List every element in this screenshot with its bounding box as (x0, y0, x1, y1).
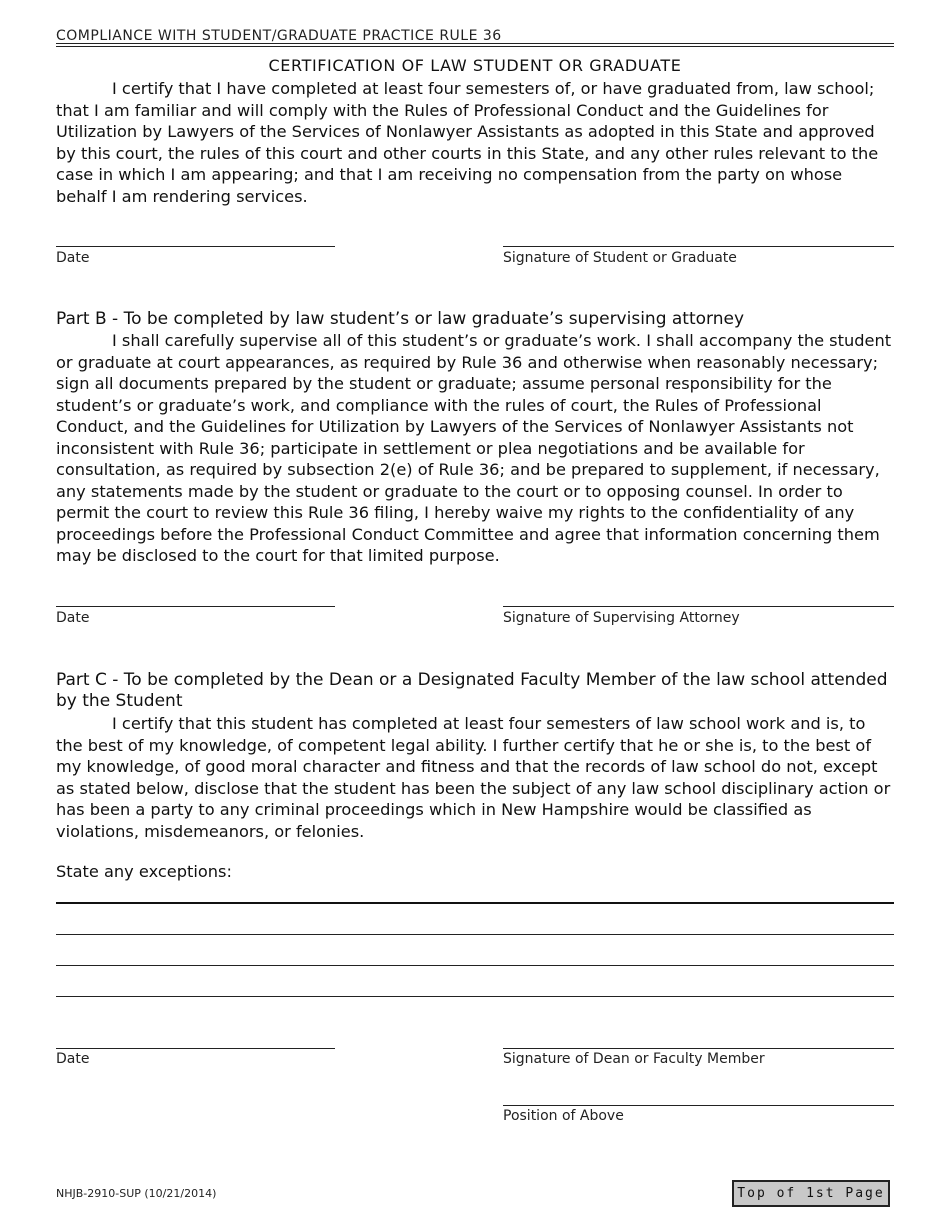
part-b-text: I shall carefully supervise all of this student’s or graduate’s work. I shall accompany the student or graduate at court appearances, as required by Rule 36 and otherwise when reasonably necessary; sign all documents prepared by the student or graduate; assume personal responsibility for the student’s or graduate’s work, and compliance with the rules of court, the Rules of Professional Conduct, and the Guidelines for Utilization by Lawyers of the Services of Nonlawyer Assistants not inconsistent with Rule 36; participate in settlement or plea negotiations and be available for consultation, as required by subsection 2(e) of Rule 36; and be prepared to supplement, if necessary, any statements made by the student or graduate to the court or to opposing counsel. In order to permit the court to review this Rule 36 filing, I hereby waive my rights to the confidentiality of any proceedings before the Professional Conduct Committee and agree that information concerning them may be disclosed to the court for that limited purpose. (56, 331, 892, 565)
top-of-first-page-button[interactable]: Top of 1st Page (732, 1180, 890, 1207)
exceptions-line (56, 902, 894, 904)
header-rule-bottom (56, 46, 894, 47)
exceptions-line (56, 965, 894, 966)
part-c-title: Part C - To be completed by the Dean or a Designated Faculty Member of the law school attended by the Student (56, 670, 888, 711)
exceptions-line (56, 934, 894, 935)
position-label: Position of Above (503, 1108, 624, 1124)
part-c-signature-label: Signature of Dean or Faculty Member (503, 1051, 765, 1067)
part-b-signature-field[interactable] (503, 606, 894, 607)
part-c-text: I certify that this student has completed at least four semesters of law school work and is, to the best of my knowledge, of competent legal ability. I further certify that he or she is, to the best of my knowledge, of good moral character and fitness and that the records of law school do not, except as stated below, disclose that the student has been the subject of any law school disciplinary action or has been a party to any criminal proceedings which in New Hampshire would be classified as violations, misdemeanors, or felonies. (56, 714, 891, 841)
part-b-signature-label: Signature of Supervising Attorney (503, 610, 740, 626)
part-a-date-field[interactable] (56, 246, 335, 247)
part-b-date-label: Date (56, 610, 90, 626)
header-rule-top (56, 43, 894, 44)
part-a-signature-field[interactable] (503, 246, 894, 247)
part-c-date-field[interactable] (56, 1048, 335, 1049)
part-b-date-field[interactable] (56, 606, 335, 607)
running-header: COMPLIANCE WITH STUDENT/GRADUATE PRACTICE RULE 36 (56, 28, 502, 44)
document-title: CERTIFICATION OF LAW STUDENT OR GRADUATE (268, 56, 682, 75)
exceptions-label: State any exceptions: (56, 862, 232, 881)
part-a-signature-label: Signature of Student or Graduate (503, 250, 737, 266)
exceptions-field[interactable] (56, 880, 894, 1000)
part-b-title: Part B - To be completed by law student’s or law graduate’s supervising attorney (56, 309, 745, 329)
exceptions-line (56, 996, 894, 997)
form-id: NHJB-2910-SUP (10/21/2014) (56, 1187, 217, 1200)
position-field[interactable] (503, 1105, 894, 1106)
part-c-signature-field[interactable] (503, 1048, 894, 1049)
part-a-certification-text: I certify that I have completed at least four semesters of, or have graduated from, law school; that I am familiar and will comply with the Rules of Professional Conduct and the Guidelines for Utilization by Lawyers of the Services of Nonlawyer Assistants as adopted in this State and approved by this court, the rules of this court and other courts in this State, and any other rules relevant to the case in which I am appearing; and that I am receiving no compensation from the party on whose behalf I am rendering services. (56, 79, 879, 206)
part-a-date-label: Date (56, 250, 90, 266)
part-c-date-label: Date (56, 1051, 90, 1067)
